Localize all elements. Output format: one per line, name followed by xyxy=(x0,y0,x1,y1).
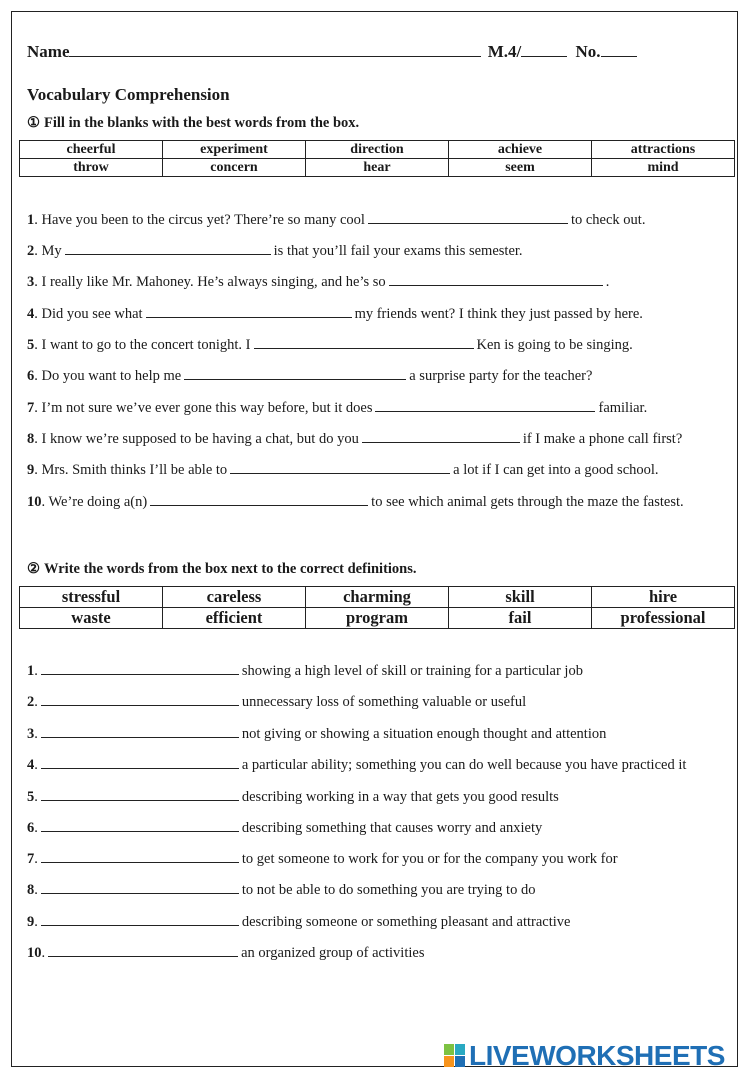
definition-10 xyxy=(27,942,424,962)
word-cell: throw xyxy=(20,159,163,177)
definition-number: 7 xyxy=(27,851,35,867)
question-number: 8 xyxy=(27,431,35,447)
question-text-before: . My xyxy=(34,243,62,259)
question-number: 2 xyxy=(27,243,35,259)
word-cell: seem xyxy=(449,159,592,177)
definition-text: not giving or showing a situation enough thought and attention xyxy=(241,726,607,742)
question-5 xyxy=(27,334,633,354)
question-2 xyxy=(27,240,523,260)
definition-number: 1 xyxy=(27,663,35,679)
part2-instruction-text: Write the words from the box next to the correct definitions. xyxy=(44,561,417,577)
word-cell: careless xyxy=(163,587,306,608)
definition-dot: . xyxy=(34,820,38,836)
word-cell: stressful xyxy=(20,587,163,608)
word-cell: efficient xyxy=(163,608,306,629)
answer-blank[interactable] xyxy=(254,334,474,349)
question-number: 6 xyxy=(27,368,35,384)
word-cell: cheerful xyxy=(20,141,163,159)
question-text-before: . I’m not sure we’ve ever gone this way before, but it does xyxy=(34,400,373,416)
question-text-after: Ken is going to be singing. xyxy=(476,337,633,353)
definition-text: to not be able to do something you are trying to do xyxy=(241,882,536,898)
definition-dot: . xyxy=(34,663,38,679)
question-text-before: . Did you see what xyxy=(34,306,143,322)
name-label: Name xyxy=(27,42,70,61)
definition-dot: . xyxy=(34,726,38,742)
definition-dot: . xyxy=(41,945,46,961)
word-cell: concern xyxy=(163,159,306,177)
question-text-after: a surprise party for the teacher? xyxy=(409,368,593,384)
answer-blank[interactable] xyxy=(150,491,368,506)
definition-dot: . xyxy=(34,882,38,898)
definition-dot: . xyxy=(34,789,38,805)
definition-text: showing a high level of skill or training for a particular job xyxy=(241,663,583,679)
question-6 xyxy=(27,365,592,385)
definition-text: describing someone or something pleasant and attractive xyxy=(241,914,571,930)
definition-number: 9 xyxy=(27,914,35,930)
definition-number: 6 xyxy=(27,820,35,836)
definition-text: to get someone to work for you or for the company you work for xyxy=(241,851,618,867)
question-text-after: to check out. xyxy=(570,212,646,228)
question-text-after: . xyxy=(605,274,610,290)
definition-3 xyxy=(27,723,606,743)
word-cell: waste xyxy=(20,608,163,629)
question-text-before: . I know we’re supposed to be having a chat, but do you xyxy=(34,431,359,447)
question-number: 9 xyxy=(27,462,35,478)
answer-blank[interactable] xyxy=(184,365,406,380)
word-cell: achieve xyxy=(449,141,592,159)
question-number: 3 xyxy=(27,274,35,290)
word-cell: experiment xyxy=(163,141,306,159)
definition-6 xyxy=(27,817,542,837)
question-text-before: . Have you been to the circus yet? There’re so many cool xyxy=(34,212,365,228)
question-number: 5 xyxy=(27,337,35,353)
part2-marker: ② xyxy=(27,561,40,577)
definition-number: 4 xyxy=(27,757,35,773)
answer-blank[interactable] xyxy=(41,723,239,738)
class-input[interactable] xyxy=(521,42,567,57)
question-8 xyxy=(27,428,682,448)
definition-text: describing working in a way that gets you good results xyxy=(241,789,559,805)
definition-dot: . xyxy=(34,914,38,930)
word-box-1-row xyxy=(20,159,735,177)
no-label: No. xyxy=(575,42,601,61)
definition-text: unnecessary loss of something valuable or useful xyxy=(241,694,527,710)
answer-blank[interactable] xyxy=(48,942,238,957)
answer-blank[interactable] xyxy=(41,911,239,926)
question-number: 10 xyxy=(27,494,42,510)
part2-instruction xyxy=(27,561,417,578)
question-text-after: if I make a phone call first? xyxy=(522,431,683,447)
class-label: M.4/ xyxy=(487,42,522,61)
definition-1 xyxy=(27,660,583,680)
answer-blank[interactable] xyxy=(41,848,239,863)
answer-blank[interactable] xyxy=(41,817,239,832)
part1-instruction-text: Fill in the blanks with the best words from the box. xyxy=(44,115,360,131)
word-box-2 xyxy=(19,586,735,629)
answer-blank[interactable] xyxy=(362,428,520,443)
answer-blank[interactable] xyxy=(41,879,239,894)
definition-dot: . xyxy=(34,694,38,710)
definition-text: an organized group of activities xyxy=(241,945,425,961)
answer-blank[interactable] xyxy=(41,660,239,675)
name-input[interactable] xyxy=(69,42,481,57)
answer-blank[interactable] xyxy=(65,240,271,255)
question-text-after: my friends went? I think they just passed by here. xyxy=(354,306,643,322)
definition-7 xyxy=(27,848,618,868)
definition-dot: . xyxy=(34,757,38,773)
question-10 xyxy=(27,491,684,511)
definition-9 xyxy=(27,911,570,931)
question-number: 1 xyxy=(27,212,35,228)
liveworksheets-logo[interactable] xyxy=(444,1040,725,1072)
word-cell: professional xyxy=(592,608,735,629)
question-text-after: is that you’ll fail your exams this semester. xyxy=(273,243,523,259)
question-text-after: a lot if I can get into a good school. xyxy=(453,462,659,478)
question-text-after: familiar. xyxy=(598,400,648,416)
question-number: 4 xyxy=(27,306,35,322)
word-box-2-row xyxy=(20,608,735,629)
word-box-2-row xyxy=(20,587,735,608)
question-text-before: . I want to go to the concert tonight. I xyxy=(34,337,251,353)
answer-blank[interactable] xyxy=(41,786,239,801)
word-cell: hire xyxy=(592,587,735,608)
liveworksheets-logo-icon xyxy=(444,1044,466,1068)
question-9 xyxy=(27,459,659,479)
page-title: Vocabulary Comprehension xyxy=(27,85,230,104)
question-7 xyxy=(27,397,647,417)
definition-text: a particular ability; something you can do well because you have practiced it xyxy=(241,757,687,773)
header-line xyxy=(27,42,637,62)
part1-instruction xyxy=(27,115,359,132)
word-cell: mind xyxy=(592,159,735,177)
definition-number: 3 xyxy=(27,726,35,742)
answer-blank[interactable] xyxy=(368,209,568,224)
definition-2 xyxy=(27,691,526,711)
question-number: 7 xyxy=(27,400,35,416)
question-4 xyxy=(27,303,643,323)
definition-5 xyxy=(27,786,559,806)
word-cell: fail xyxy=(449,608,592,629)
question-text-before: . We’re doing a(n) xyxy=(41,494,148,510)
definition-number: 5 xyxy=(27,789,35,805)
answer-blank[interactable] xyxy=(41,691,239,706)
word-cell: attractions xyxy=(592,141,735,159)
word-cell: program xyxy=(306,608,449,629)
definition-8 xyxy=(27,879,535,899)
word-cell: charming xyxy=(306,587,449,608)
word-cell: skill xyxy=(449,587,592,608)
word-cell: direction xyxy=(306,141,449,159)
question-text-before: . I really like Mr. Mahoney. He’s always singing, and he’s so xyxy=(34,274,386,290)
answer-blank[interactable] xyxy=(375,397,595,412)
definition-number: 10 xyxy=(27,945,42,961)
number-input[interactable] xyxy=(601,42,637,57)
question-text-before: . Do you want to help me xyxy=(34,368,182,384)
logo-text: LIVEWORKSHEETS xyxy=(469,1040,725,1071)
definition-text: describing something that causes worry and anxiety xyxy=(241,820,543,836)
part1-marker: ① xyxy=(27,115,40,131)
definition-number: 2 xyxy=(27,694,35,710)
question-1 xyxy=(27,209,645,229)
word-box-1 xyxy=(19,140,735,177)
answer-blank[interactable] xyxy=(41,754,239,769)
definition-dot: . xyxy=(34,851,38,867)
definition-number: 8 xyxy=(27,882,35,898)
question-text-before: . Mrs. Smith thinks I’ll be able to xyxy=(34,462,228,478)
word-box-1-row xyxy=(20,141,735,159)
question-3 xyxy=(27,271,609,291)
definition-4 xyxy=(27,754,686,774)
question-text-after: to see which animal gets through the maze the fastest. xyxy=(371,494,684,510)
word-cell: hear xyxy=(306,159,449,177)
answer-blank[interactable] xyxy=(146,303,352,318)
answer-blank[interactable] xyxy=(230,459,450,474)
answer-blank[interactable] xyxy=(389,271,603,286)
